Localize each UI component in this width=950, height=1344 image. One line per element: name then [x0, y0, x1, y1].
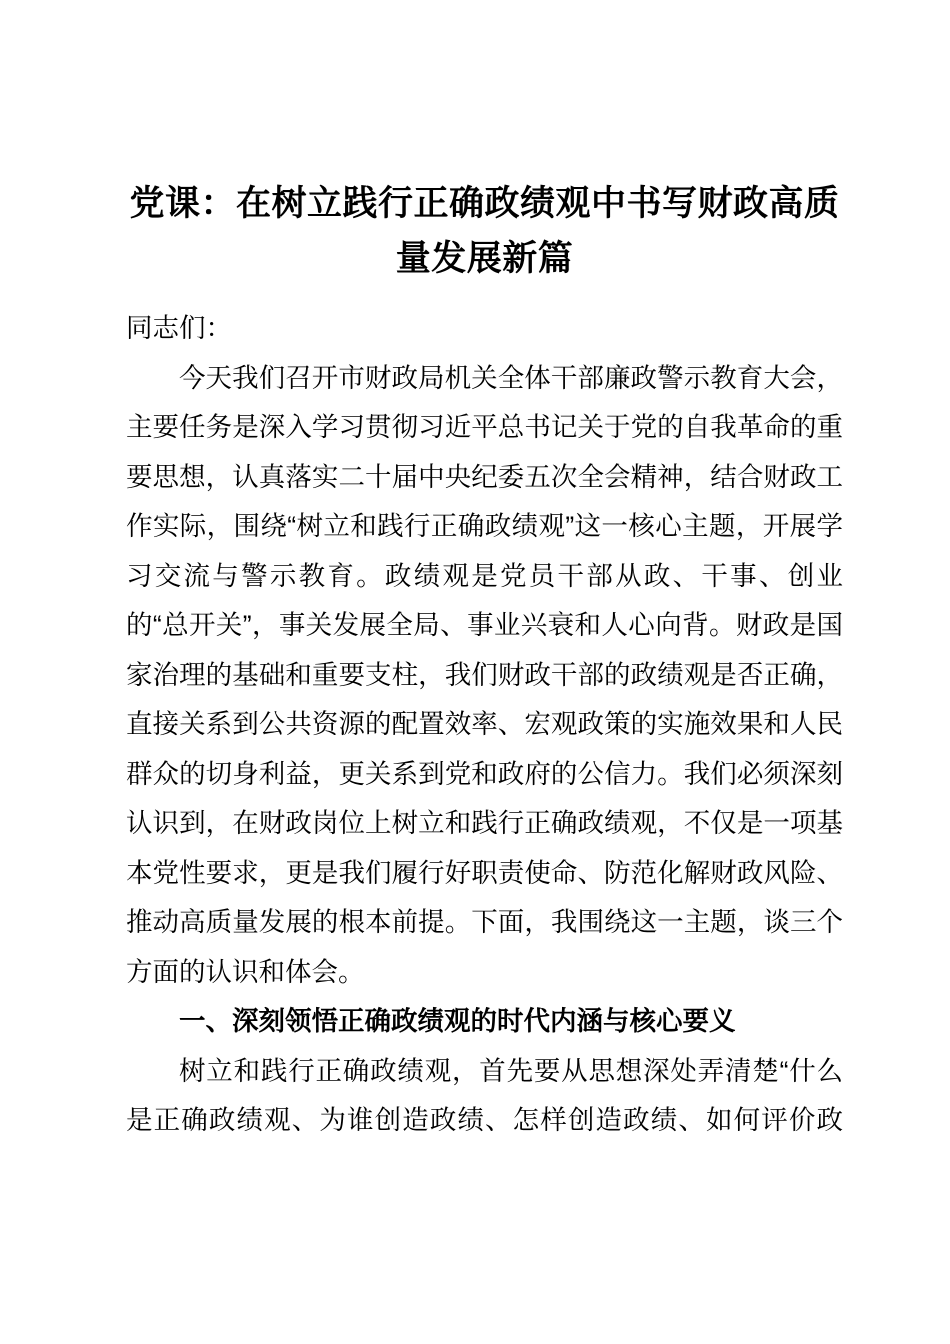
section-heading-1: 一、深刻领悟正确政绩观的时代内涵与核心要义 [179, 1006, 736, 1036]
paragraph-intro: 今天我们召开市财政局机关全体干部廉政警示教育大会，主要任务是深入学习贯彻习近平总书记关于党的自我革命的重要思想，认真落实二十届中央纪委五次全会精神，结合财政工作实际，围绕“树立和践行正确政绩观”这一核心主题，开展学习交流与警示教育。政绩观是党员干部从政、干事、创业的“总开关”，事关发展全局、事业兴衰和人心向背。财政是国家治理的基础和重要支柱，我们财政干部的政绩观是否正确，直接关系到公共资源的配置效率、宏观政策的实施效果和人民群众的切身利益，更关系到党和政府的公信力。我们必须深刻认识到，在财政岗位上树立和践行正确政绩观，不仅是一项基本党性要求，更是我们履行好职责使命、防范化解财政风险、推动高质量发展的根本前提。下面，我围绕这一主题，谈三个方面的认识和体会。 [126, 362, 843, 987]
document-body [126, 304, 843, 1146]
paragraph-section-1-truncated: 树立和践行正确政绩观，首先要从思想深处弄清楚“什么是正确政绩观、为谁创造政绩、怎样创造政绩、如何评价政 [126, 1055, 843, 1135]
document-title: 党课：在树立践行正确政绩观中书写财政高质量发展新篇 [129, 184, 840, 278]
salutation: 同志们： [126, 313, 232, 343]
